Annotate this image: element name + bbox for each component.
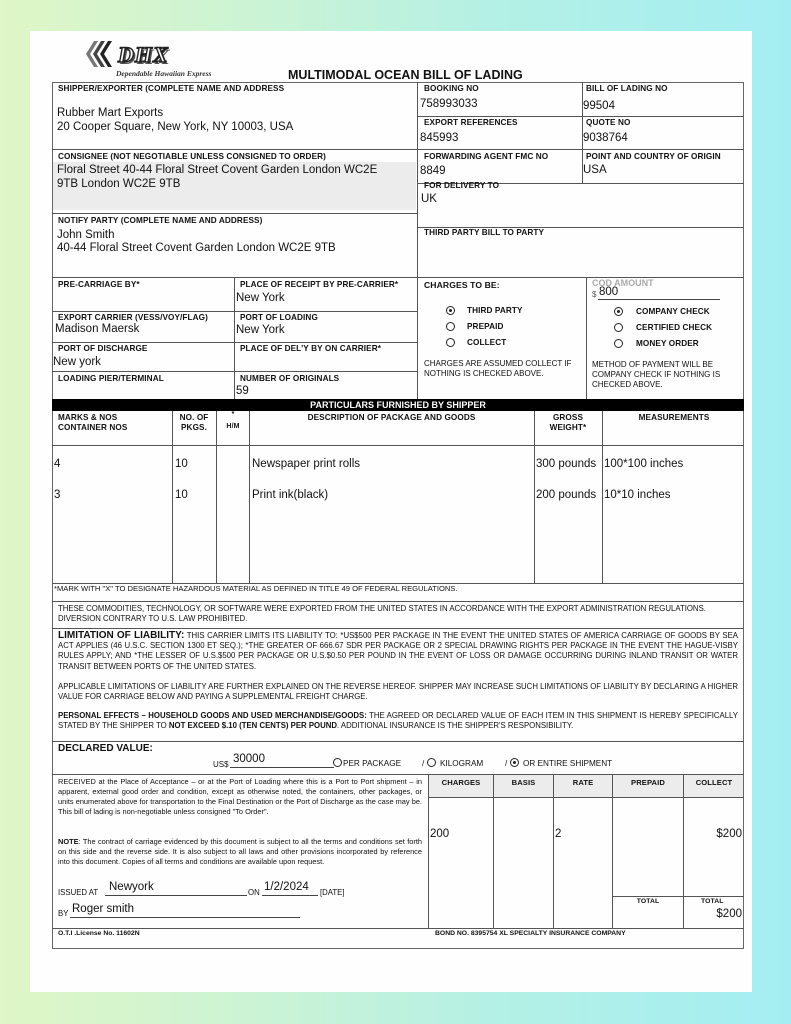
consignee-label: CONSIGNEE (NOT NEGOTIABLE UNLESS CONSIGNED TO ORDER) [58, 152, 326, 161]
liability-text-2: APPLICABLE LIMITATIONS OF LIABILITY ARE FURTHER EXPLAINED ON THE REVERSE HEREOF. SHIPPER MAY INCREASE SUCH LIMITATIONS OF LIABILITY BY DECLARING A HIGHER VALUE FOR CARRIAGE BELOW AND PAYING A SUPPLEMENTAL FREIGHT CHARGE. [58, 682, 738, 702]
row1-pkgs[interactable]: 10 [175, 458, 188, 470]
collect-total-label: TOTAL [701, 898, 724, 905]
issued-at-value[interactable]: Newyork [109, 881, 154, 893]
pre-carriage-label: PRE-CARRIAGE BY* [58, 280, 140, 289]
per-package-label: PER PACKAGE [343, 759, 402, 768]
issued-by-label: BY [58, 909, 69, 918]
row2-pkgs[interactable]: 10 [175, 489, 188, 501]
col-marks-header: MARKS & NOS CONTAINER NOS [58, 413, 128, 432]
export-references-value[interactable]: 845993 [420, 132, 459, 144]
port-of-discharge-label: PORT OF DISCHARGE [58, 344, 148, 353]
option-money-order-label: MONEY ORDER [636, 339, 699, 348]
notify-party-name[interactable]: John Smith [57, 229, 115, 241]
issued-by-value[interactable]: Roger smith [72, 903, 134, 915]
number-of-originals-label: NUMBER OF ORIGINALS [240, 374, 340, 383]
radio-entire-shipment[interactable] [510, 758, 519, 767]
forwarding-agent-value[interactable]: 8849 [420, 165, 446, 177]
charges-col-prepaid: PREPAID [631, 778, 665, 787]
col-weight-header: GROSS WEIGHT* [549, 413, 587, 432]
origin-label: POINT AND COUNTRY OF ORIGIN [586, 152, 721, 161]
declared-value-amount[interactable]: 30000 [233, 753, 265, 765]
row1-marks[interactable]: 4 [54, 458, 61, 470]
export-note: THESE COMMODITIES, TECHNOLOGY, OR SOFTWARE WERE EXPORTED FROM THE UNITED STATES IN ACCORDANCE WITH THE EXPORT ADMINISTRATION REGULATIONS. DIVERSION CONTRARY TO U.S. LAW PROHIBITED. [58, 604, 706, 623]
radio-kilogram[interactable] [427, 758, 436, 767]
row2-weight[interactable]: 200 pounds [536, 489, 597, 501]
cod-amount-value[interactable]: 800 [599, 286, 619, 298]
row2-description[interactable]: Print ink(black) [252, 489, 329, 501]
personal-effects-text: PERSONAL EFFECTS – HOUSEHOLD GOODS AND USED MERCHANDISE/GOODS: THE AGREED OR DECLARED VALUE OF EACH ITEM IN THIS SHIPMENT IS HEREBY SPECIFICALLY STATED BY THE SHIPPER TO NOT EXCEED $.10 (TEN CENTS) PER POUND. ADDITIONAL INSURANCE IS THE SHIPPER'S RESPONSIBILITY. [58, 711, 738, 731]
note-text: NOTE: The contract of carriage evidenced by this document is subject to all the terms and conditions set forth on this side and the reverse side. It is also subject to all laws and other provisions incorporated by reference into this document. Copies of all terms and conditions are available upon request. [58, 837, 422, 866]
row1-weight[interactable]: 300 pounds [536, 458, 597, 470]
origin-value[interactable]: USA [583, 164, 607, 176]
delivery-to-value[interactable]: UK [421, 193, 437, 205]
charges-col-rate: RATE [572, 778, 594, 787]
notify-party-address[interactable]: 40-44 Floral Street Covent Garden London WC2E 9TB [57, 242, 336, 254]
col-measurements-header: MEASUREMENTS [638, 413, 710, 422]
radio-company-check[interactable] [614, 307, 623, 316]
bill-of-lading-page: DHX Dependable Hawaiian Express MULTIMODAL OCEAN BILL OF LADING SHIPPER/EXPORTER (COMPLETE NAME AND ADDRESS Rubber Mart Exports 20 Cooper Square, New York, NY 10003, USA BOOKING NO 758993033 BILL OF LADING NO 99504 EXPORT REFERENCES 845993 QUOTE NO 9038764 CONSIGNEE (NOT NEGOTIABLE UNLESS CONSIGNED TO ORDER) Floral Street 40-44 Floral Street Covent Garden London WC2E 9TB London WC2E 9TB FORWARDING AGENT FMC NO 8849 POINT AND COUNTRY OF ORIGIN USA FOR DELIVERY TO UK NOTIFY PARTY (COMPLETE NAME AND ADDRESS) John Smith 40-44 Floral Street Covent Garden London WC2E 9TB THIRD PARTY BILL TO PARTY PRE-CARRIAGE BY* PLACE OF RECEIPT BY PRE-CARRIER* New York EXPORT CARRIER (VESS/VOY/FLAG) Madison Maersk PORT OF LOADING New York PORT OF DISCHARGE New york PLACE OF DEL'Y BY ON CARRIER* LOADING PIER/TERMINAL NUMBER OF ORIGINALS 59 CHARGES TO BE: THIRD PARTY PREPAID COLLECT CHARGES ARE ASSUMED COLLECT IF NOTHING IS CHECKED ABOVE. COD AMOUNT $ 800 COMPANY CHECK CERTIFIED CHECK MONEY ORDER METHOD OF PAYMENT WILL BE COMPANY CHECK IF NOTHING IS CHECKED ABOVE. PARTICULARS FURNISHED BY SHIPPER MARKS & NOS CONTAINER NOS NO. OF PKGS. * H/M DESCRIPTION OF PACKAGE AND GOODS GROSS WEIGHT* MEASUREMENTS 4 10 Newspaper print rolls 300 pounds 100*100 inches 3 10 Print ink(black) 200 pounds 10*10 inches *MARK WITH "X" TO DESIGNATE HAZARDOUS MATERIAL AS DEFINED IN TITLE 49 OF FEDERAL REGULATIONS. THESE COMMODITIES, TECHNOLOGY, OR SOFTWARE WERE EXPORTED FROM THE UNITED STATES IN ACCORDANCE WITH THE EXPORT ADMINISTRATION REGULATIONS. DIVERSION CONTRARY TO U.S. LAW PROHIBITED. LIMITATION OF LIABILITY: THIS CARRIER LIMITS ITS LIABILITY TO: *US$500 PER PACKAGE IN THE EVENT THE UNITED STATES OF AMERICA CARRIAGE OF GOODS BY SEA ACT APPLIES (46 U.S.C. SECTION 1300 ET SEQ.); *THE GREATER OF 666.67 SDR PER PACKAGE OR 2 SPECIAL DRAWING RIGHTS PER PACKAGE IN THE EVENT THE HAGUE-VISBY RULES APPLY; AND *THE LESSER OF U.S.$500 PER PACKAGE OR U.S.$0.50 PER POUND IN THE EVENT OF LOSS OR DAMAGE OCCURRING DURING INLAND TRANSIT OR WATER TRANSIT BETWEEN PORTS OF THE UNITED STATES. APPLICABLE LIMITATIONS OF LIABILITY ARE FURTHER EXPLAINED ON THE REVERSE HEREOF. SHIPPER MAY INCREASE SUCH LIMITATIONS OF LIABILITY BY DECLARING A HIGHER VALUE FOR CARRIAGE BELOW AND PAYING A SUPPLEMENTAL FREIGHT CHARGE. PERSONAL EFFECTS – HOUSEHOLD GOODS AND USED MERCHANDISE/GOODS: THE AGREED OR DECLARED VALUE OF EACH ITEM IN THIS SHIPMENT IS HEREBY SPECIFICALLY STATED BY THE SHIPPER TO NOT EXCEED $.10 (TEN CENTS) PER POUND. ADDITIONAL INSURANCE IS THE SHIPPER'S RESPONSIBILITY. DECLARED VALUE: US$ 30000 PER PACKAGE / KILOGRAM / OR ENTIRE SHIPMENT RECEIVED at the Place of Acceptance – or at the Port of Loading where this is a Port to Port shipment – in apparent, external good order and condition, except as otherwise noted, the containers, other packages, or units enumerated above for transportation to the Final Destination or the Port of Discharge as the case may be. This bill of lading is non-negotiable unless consigned "To Order". NOTE: The contract of carriage evidenced by this document is subject to all the terms and conditions set forth on this side and the reverse side. It is also subject to all laws and other provisions incorporated by reference into this document. Copies of all terms and conditions are available upon request. ISSUED AT Newyork ON 1/2/2024 [DATE] BY Roger smith CHARGES BASIS RATE PREPAID COLLECT 200 2 $200 TOTAL TOTAL $200 O.T.I .License No. 11602N BOND NO. 8395754 XL SPECIALTY INSURANCE COMPANY [30, 31, 752, 992]
shipper-name[interactable]: Rubber Mart Exports [57, 107, 164, 119]
option-prepaid-label: PREPAID [467, 322, 504, 331]
liability-heading: LIMITATION OF LIABILITY: [58, 630, 185, 641]
declared-value-label: DECLARED VALUE: [58, 743, 153, 754]
number-of-originals-value[interactable]: 59 [236, 385, 249, 397]
prepaid-total-label: TOTAL [636, 898, 660, 905]
place-of-receipt-value[interactable]: New York [236, 292, 285, 304]
quote-no-label: QUOTE NO [586, 118, 631, 127]
dhx-logo [80, 39, 220, 79]
hazard-note: *MARK WITH "X" TO DESIGNATE HAZARDOUS MATERIAL AS DEFINED IN TITLE 49 OF FEDERAL REGULATIONS. [54, 584, 458, 593]
radio-third-party[interactable] [446, 306, 455, 315]
collect-value[interactable]: $200 [716, 828, 742, 840]
declared-value-currency: US$ [213, 760, 229, 769]
dhx-chevron-icon [80, 39, 118, 69]
cod-label: COD AMOUNT [592, 278, 654, 288]
bol-no-value[interactable]: 99504 [583, 100, 615, 112]
rate-value[interactable]: 2 [555, 828, 562, 840]
bond-no: BOND NO. 8395754 XL SPECIALTY INSURANCE COMPANY [435, 930, 626, 937]
charges-value[interactable]: 200 [430, 828, 450, 840]
row1-description[interactable]: Newspaper print rolls [252, 458, 361, 470]
quote-no-value[interactable]: 9038764 [583, 132, 628, 144]
export-carrier-label: EXPORT CARRIER (VESS/VOY/FLAG) [58, 313, 208, 322]
charges-to-be-label: CHARGES TO BE: [424, 280, 500, 290]
charges-col-basis: BASIS [511, 778, 536, 787]
row1-measurements[interactable]: 100*100 inches [604, 458, 684, 470]
consignee-line1[interactable]: Floral Street 40-44 Floral Street Covent Garden London WC2E [57, 164, 378, 176]
logo-tagline: Dependable Hawaiian Express [116, 69, 212, 78]
issued-on-value[interactable]: 1/2/2024 [264, 881, 309, 893]
oti-license: O.T.I .License No. 11602N [58, 930, 140, 937]
entire-shipment-label: OR ENTIRE SHIPMENT [523, 759, 613, 768]
booking-no-value[interactable]: 758993033 [420, 98, 478, 110]
place-of-receipt-label: PLACE OF RECEIPT BY PRE-CARRIER* [240, 280, 399, 289]
charges-col-charges: CHARGES [441, 778, 481, 787]
option-third-party-label: THIRD PARTY [467, 306, 523, 315]
issued-on-label: ON [248, 888, 260, 897]
cod-note: METHOD OF PAYMENT WILL BE COMPANY CHECK IF NOTHING IS CHECKED ABOVE. [592, 360, 721, 389]
radio-collect[interactable] [446, 338, 455, 347]
consignee-line2[interactable]: 9TB London WC2E 9TB [57, 178, 181, 190]
charges-col-collect: COLLECT [695, 778, 733, 787]
shipper-address[interactable]: 20 Cooper Square, New York, NY 10003, USA [57, 121, 294, 133]
export-references-label: EXPORT REFERENCES [424, 118, 518, 127]
radio-certified-check[interactable] [614, 323, 623, 332]
col-hm-star: * [231, 411, 235, 418]
option-collect-label: COLLECT [467, 338, 507, 347]
cod-currency: $ [592, 290, 597, 299]
booking-no-label: BOOKING NO [424, 84, 479, 93]
option-company-check-label: COMPANY CHECK [636, 307, 710, 316]
third-party-label: THIRD PARTY BILL TO PARTY [424, 228, 545, 237]
col-hm-header: H/M [226, 423, 240, 430]
radio-money-order[interactable] [614, 339, 623, 348]
shipper-label: SHIPPER/EXPORTER (COMPLETE NAME AND ADDRESS [58, 84, 285, 93]
date-label: [DATE] [320, 888, 345, 897]
row2-marks[interactable]: 3 [54, 489, 61, 501]
kilogram-label: KILOGRAM [440, 759, 484, 768]
forwarding-agent-label: FORWARDING AGENT FMC NO [424, 152, 549, 161]
loading-pier-label: LOADING PIER/TERMINAL [58, 374, 164, 383]
bol-no-label: BILL OF LADING NO [586, 84, 668, 93]
col-pkgs-header: NO. OF PKGS. [179, 413, 209, 432]
place-of-delivery-label: PLACE OF DEL'Y BY ON CARRIER* [240, 344, 382, 353]
row2-measurements[interactable]: 10*10 inches [604, 489, 671, 501]
collect-total-value[interactable]: $200 [716, 908, 742, 920]
port-of-discharge-value[interactable]: New york [53, 356, 101, 368]
particulars-header: PARTICULARS FURNISHED BY SHIPPER [52, 399, 744, 411]
received-text: RECEIVED at the Place of Acceptance – or at the Port of Loading where this is a Port to Port shipment – in apparent, external good order and condition, except as otherwise noted, the containers, other packages, or units enumerated above for transportation to the Final Destination or the Port of Discharge as the case may be. This bill of lading is non-negotiable unless consigned "To Order". [58, 777, 422, 816]
port-of-loading-value[interactable]: New York [236, 324, 285, 336]
radio-per-package[interactable] [333, 758, 342, 767]
notify-party-label: NOTIFY PARTY (COMPLETE NAME AND ADDRESS) [58, 216, 263, 225]
charges-note: CHARGES ARE ASSUMED COLLECT IF NOTHING IS CHECKED ABOVE. [424, 359, 572, 378]
logo-brand: DHX [118, 42, 169, 67]
document-title: MULTIMODAL OCEAN BILL OF LADING [288, 68, 523, 82]
delivery-to-label: FOR DELIVERY TO [424, 181, 500, 190]
col-description-header: DESCRIPTION OF PACKAGE AND GOODS [307, 413, 476, 422]
liability-text: LIMITATION OF LIABILITY: THIS CARRIER LIMITS ITS LIABILITY TO: *US$500 PER PACKAGE IN THE EVENT THE UNITED STATES OF AMERICA CARRIAGE OF GOODS BY SEA ACT APPLIES (46 U.S.C. SECTION 1300 ET SEQ.); *THE GREATER OF 666.67 SDR PER PACKAGE OR 2 SPECIAL DRAWING RIGHTS PER PACKAGE IN THE EVENT THE HAGUE-VISBY RULES APPLY; AND *THE LESSER OF U.S.$500 PER PACKAGE OR U.S.$0.50 PER POUND IN THE EVENT OF LOSS OR DAMAGE OCCURRING DURING INLAND TRANSIT OR WATER TRANSIT BETWEEN PORTS OF THE UNITED STATES. [58, 630, 738, 671]
option-certified-check-label: CERTIFIED CHECK [636, 323, 713, 332]
issued-at-label: ISSUED AT [58, 888, 99, 897]
port-of-loading-label: PORT OF LOADING [240, 313, 318, 322]
export-carrier-value[interactable]: Madison Maersk [55, 323, 140, 335]
radio-prepaid[interactable] [446, 322, 455, 331]
